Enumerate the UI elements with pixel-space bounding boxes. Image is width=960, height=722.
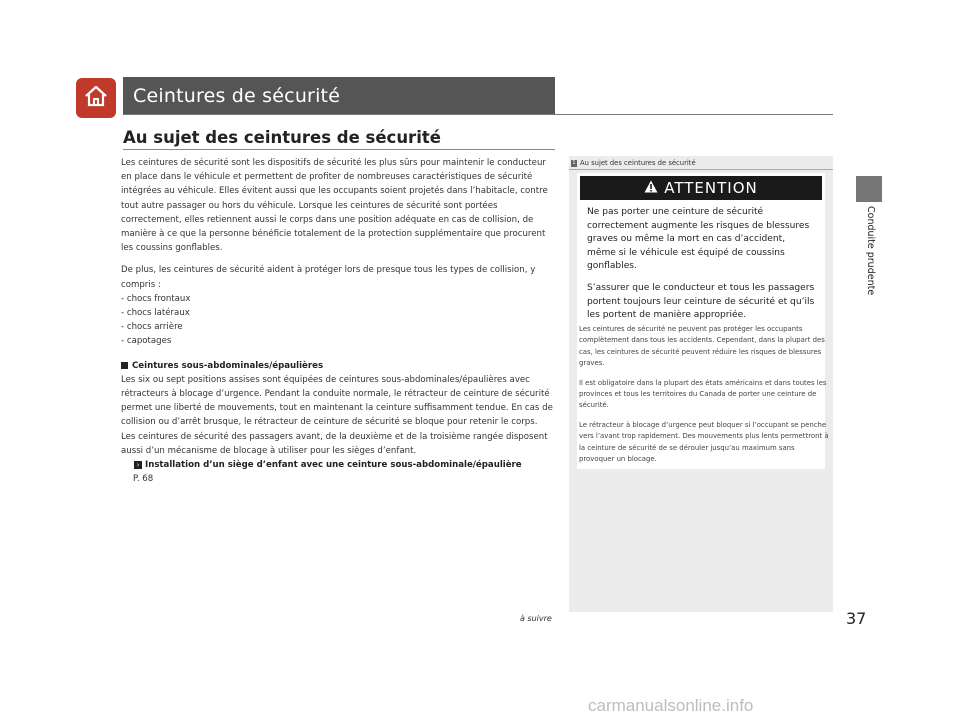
collision-list xyxy=(121,292,557,349)
list-item: - capotages xyxy=(121,334,557,348)
lock-paragraph: Les ceintures de sécurité des passagers avant, de la deuxième et de la troisième rangée disposent aussi d’un mécanisme de blocage à utiliser pour les sièges d’enfant. xyxy=(121,431,548,456)
xref-title: Installation d’un siège d’enfant avec une ceinture sous-abdominale/épaulière xyxy=(145,460,522,471)
warning-triangle-icon xyxy=(644,179,658,197)
list-item: - chocs arrière xyxy=(121,320,557,334)
home-icon xyxy=(83,83,109,113)
side-panel xyxy=(569,156,833,612)
attention-header xyxy=(580,176,822,200)
list-item: - chocs latéraux xyxy=(121,306,557,320)
square-bullet-icon xyxy=(121,362,128,369)
collision-paragraph: De plus, les ceintures de sécurité aident à protéger lors de presque tous les types de collision, y compris : xyxy=(121,265,536,290)
cross-reference-link[interactable] xyxy=(121,458,557,472)
note-3: Le rétracteur à blocage d’urgence peut bloquer si l’occupant se penche vers l’avant trop rapidement. Des mouvements plus lents permettront à la ceinture de sécurité de se dérouler jusqu’au maximum sans provoquer un blocage. xyxy=(579,420,829,464)
note-1: Les ceintures de sécurité ne peuvent pas protéger les occupants complètement dans tous les accidents. Cependant, dans la plupart des cas, les ceintures de sécurité peuvent réduire les risques de blessures graves. xyxy=(579,325,825,368)
arrow-right-icon: › xyxy=(134,461,142,469)
section-divider xyxy=(123,149,555,150)
belt-paragraph: Les six ou sept positions assises sont équipées de ceintures sous-abdominales/épaulières avec rétracteurs à blocage d’urgence. Pendant la conduite normale, le rétracteur de ceinture de sécurité permet une liberté de mouvements, tout en maintenant la ceinture suffisamment tendue. En cas de collision ou d’arrêt brusque, le rétracteur de ceinture de sécurité se bloque pour retenir le corps. xyxy=(121,374,553,428)
subheading xyxy=(121,359,557,373)
subheading-text: Ceintures sous-abdominales/épaulières xyxy=(132,360,324,371)
attention-label: ATTENTION xyxy=(664,179,758,197)
side-divider xyxy=(569,169,833,170)
list-item: - chocs frontaux xyxy=(121,292,557,306)
chapter-title-bar xyxy=(123,77,555,115)
home-button[interactable] xyxy=(76,78,116,118)
warning-2: S’assurer que le conducteur et tous les passagers portent toujours leur ceinture de sécurité et qu’ils les portent de manière appropriée. xyxy=(587,282,815,321)
section-title: Au sujet des ceintures de sécurité xyxy=(123,128,441,147)
watermark: carmanualsonline.info xyxy=(588,696,754,715)
warning-text xyxy=(587,206,815,331)
intro-paragraph: Les ceintures de sécurité sont les dispositifs de sécurité les plus sûrs pour maintenir le conducteur en place dans le véhicule et permettent de profiter de nombreuses caractéristiques de sécurité intégrées au véhicule. Elles évitent aussi que les occupants soient projetés dans l’habitacle, contre tout autre passager ou hors du véhicule. Lorsque les ceintures de sécurité sont portées correctement, elles retiennent aussi le corps dans une position adéquate en cas de collision, de manière à ce que la personne bénéficie totalement de la protection supplémentaire que procurent les coussins gonflables. xyxy=(121,158,548,254)
side-notes xyxy=(579,324,829,473)
chapter-tab[interactable] xyxy=(856,176,882,202)
chapter-label: Conduite prudente xyxy=(865,206,876,296)
side-heading-text: Au sujet des ceintures de sécurité xyxy=(580,159,696,167)
xref-page: P. 68 xyxy=(133,474,154,485)
reference-icon: 1 xyxy=(572,159,576,166)
note-2: Il est obligatoire dans la plupart des états américains et dans toutes les provinces et tous les territoires du Canada de porter une ceinture de sécurité. xyxy=(579,378,827,410)
page-number: 37 xyxy=(846,609,867,628)
page-title: Ceintures de sécurité xyxy=(133,85,341,107)
warning-1: Ne pas porter une ceinture de sécurité correctement augmente les risques de blessures graves ou même la mort en cas d’accident, même si le véhicule est équipé de coussins gonflables. xyxy=(587,207,810,272)
title-divider xyxy=(123,114,833,115)
continued-label: à suivre xyxy=(520,614,552,623)
main-content xyxy=(121,156,557,486)
side-heading xyxy=(571,159,696,167)
